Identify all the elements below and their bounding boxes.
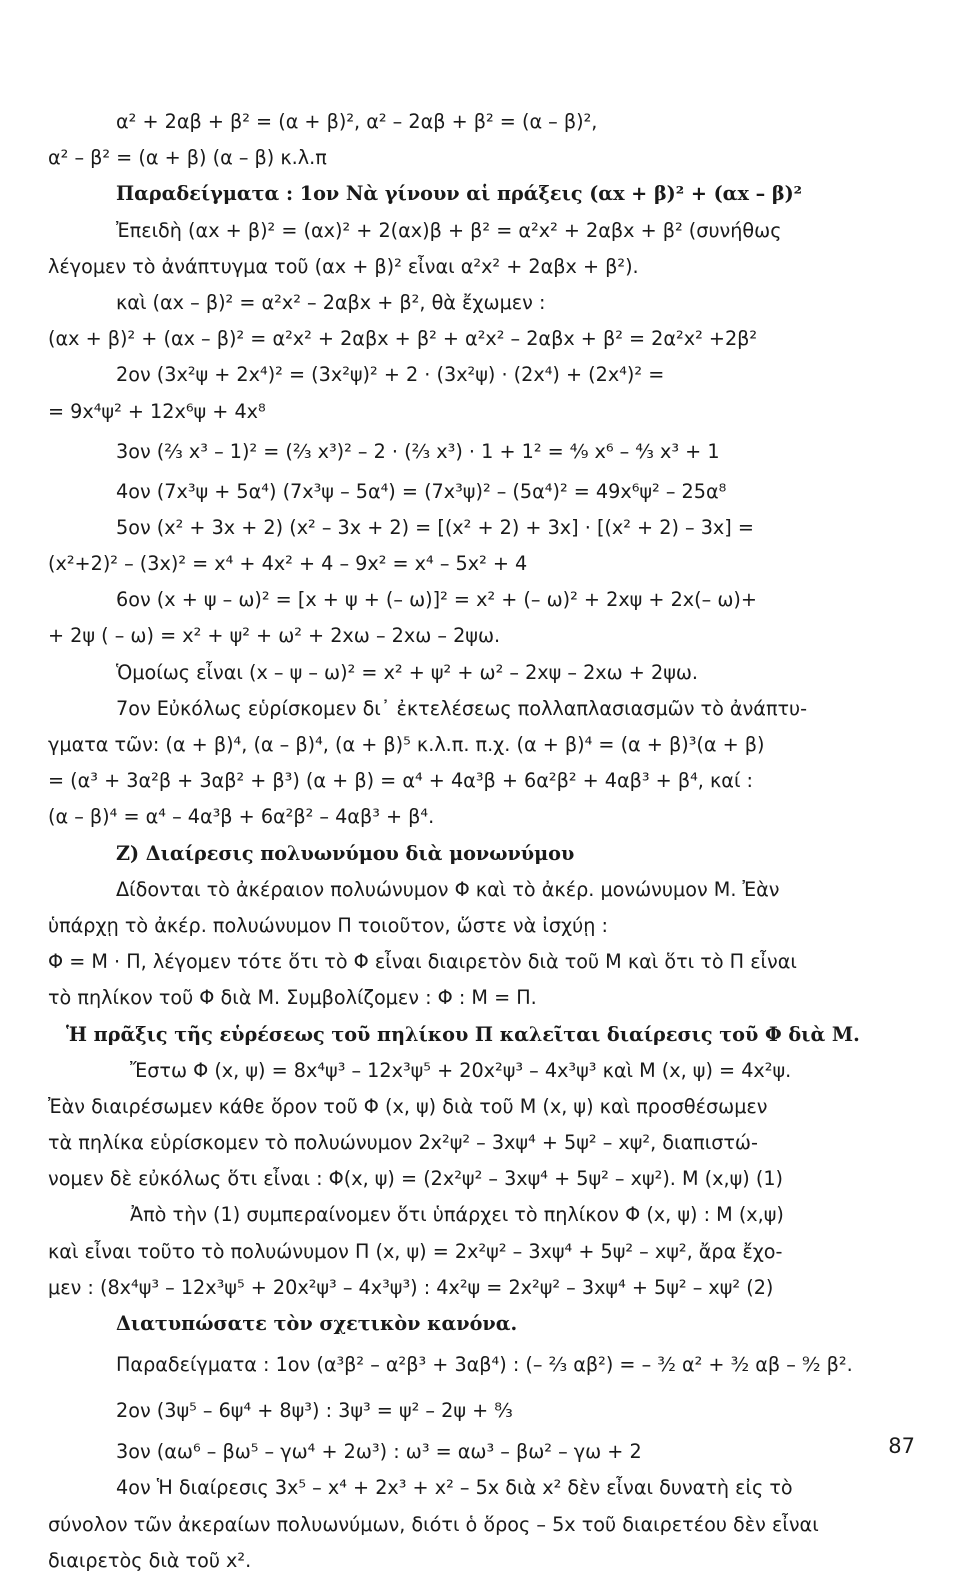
text-line: σύνολον τῶν ἀκεραίων πολυωνύμων, διότι ὁ ὅρος – 5x τοῦ διαιρετέου δὲν εἶναι (48, 1512, 819, 1536)
text-line: καὶ (αx – β)² = α²x² – 2αβx + β², θὰ ἔχωμεν : (116, 290, 546, 314)
text-line: 5ον (x² + 3x + 2) (x² – 3x + 2) = [(x² + 2) + 3x] · [(x² + 2) – 3x] = (116, 515, 754, 539)
text-line: 4ον Ἡ διαίρεσις 3x⁵ – x⁴ + 2x³ + x² – 5x διὰ x² δὲν εἶναι δυνατὴ εἰς τὸ (116, 1476, 793, 1500)
text-line: 2ον (3ψ⁵ – 6ψ⁴ + 8ψ³) : 3ψ³ = ψ² – 2ψ + ⁸⁄₃ (116, 1399, 513, 1423)
text-line: ὑπάρχῃ τὸ ἀκέρ. πολυώνυμον Π τοιοῦτον, ὥστε νὰ ἰσχύῃ : (48, 913, 608, 937)
text-line: 2ον (3x²ψ + 2x⁴)² = (3x²ψ)² + 2 · (3x²ψ) · (2x⁴) + (2x⁴)² = (116, 363, 665, 387)
text-line: γματα τῶν: (α + β)⁴, (α – β)⁴, (α + β)⁵ κ.λ.π. π.χ. (α + β)⁴ = (α + β)³(α + β) (48, 733, 765, 756)
section-heading: Z) Διαίρεσις πολυωνύμου διὰ μονωνύμου (116, 841, 575, 865)
text-line: τὸ πηλίκον τοῦ Φ διὰ Μ. Συμβολίζομεν : Φ : Μ = Π. (48, 986, 537, 1010)
text-line: καὶ εἶναι τοῦτο τὸ πολυώνυμον Π (x, ψ) = 2x²ψ² – 3xψ⁴ + 5ψ² – xψ², ἄρα ἔχο- (48, 1239, 783, 1263)
text-line: 6ον (x + ψ – ω)² = [x + ψ + (– ω)]² = x² + (– ω)² + 2xψ + 2x(– ω)+ (116, 588, 757, 612)
text-line: Ἀπὸ τὴν (1) συμπεραίνομεν ὅτι ὑπάρχει τὸ πηλίκον Φ (x, ψ) : Μ (x,ψ) (130, 1203, 784, 1227)
text-line: Παραδείγματα : 1ον (α³β² – α²β³ + 3αβ⁴) : (– ²⁄₃ αβ²) = – ³⁄₂ α² + ³⁄₂ αβ – ⁹⁄₂ β². (116, 1353, 853, 1377)
text-line: (x²+2)² – (3x)² = x⁴ + 4x² + 4 – 9x² = x⁴ – 5x² + 4 (48, 552, 528, 576)
text-line: τὰ πηλίκα εὑρίσκομεν τὸ πολυώνυμον 2x²ψ² – 3xψ⁴ + 5ψ² – xψ², διαπιστώ- (48, 1131, 758, 1155)
text-line: = (α³ + 3α²β + 3αβ² + β³) (α + β) = α⁴ + 4α³β + 6α²β² + 4αβ³ + β⁴, καί : (48, 769, 754, 793)
text-line: Ἡ πρᾶξις τῆς εὑρέσεως τοῦ πηλίκου Π καλεῖται διαίρεσις τοῦ Φ διὰ Μ. (66, 1022, 860, 1046)
text-line: Ἐὰν διαιρέσωμεν κάθε ὅρον τοῦ Φ (x, ψ) διὰ τοῦ Μ (x, ψ) καὶ προσθέσωμεν (48, 1094, 768, 1118)
text-line: 3ον (²⁄₃ x³ – 1)² = (²⁄₃ x³)² – 2 · (²⁄₃ x³) · 1 + 1² = ⁴⁄₉ x⁶ – ⁴⁄₃ x³ + 1 (116, 439, 720, 463)
text-line: Ἐπειδὴ (αx + β)² = (αx)² + 2(αx)β + β² = α²x² + 2αβx + β² (συνήθως (116, 218, 782, 242)
text-line: = 9x⁴ψ² + 12x⁶ψ + 4x⁸ (48, 399, 266, 423)
text-line: Ἔστω Φ (x, ψ) = 8x⁴ψ³ – 12x³ψ⁵ + 20x²ψ³ – 4x³ψ³ καὶ Μ (x, ψ) = 4x²ψ. (130, 1058, 792, 1082)
text-line: α² + 2αβ + β² = (α + β)², α² – 2αβ + β² = (α – β)², (116, 110, 598, 133)
text-line: Δίδονται τὸ ἀκέραιον πολυώνυμον Φ καὶ τὸ ἀκέρ. μονώνυμον Μ. Ἐὰν (116, 877, 780, 901)
text-line: Ὁμοίως εἶναι (x – ψ – ω)² = x² + ψ² + ω² – 2xψ – 2xω + 2ψω. (116, 660, 699, 684)
text-line: 7ον Εὐκόλως εὑρίσκομεν δι᾽ ἐκτελέσεως πολλαπλασιασμῶν τὸ ἀνάπτυ- (116, 696, 808, 720)
text-line: νομεν δὲ εὐκόλως ὅτι εἶναι : Φ(x, ψ) = (2x²ψ² – 3xψ⁴ + 5ψ² – xψ²). Μ (x,ψ) (1) (48, 1167, 784, 1191)
page-text (48, 104, 918, 1579)
text-line: μεν : (8x⁴ψ³ – 12x³ψ⁵ + 20x²ψ³ – 4x³ψ³) : 4x²ψ = 2x²ψ² – 3xψ⁴ + 5ψ² – xψ² (2) (48, 1275, 774, 1299)
page-number: 87 (888, 1434, 915, 1458)
text-line: + 2ψ ( – ω) = x² + ψ² + ω² + 2xω – 2xω – 2ψω. (48, 624, 501, 648)
text-line: (α – β)⁴ = α⁴ – 4α³β + 6α²β² – 4αβ³ + β⁴. (48, 805, 435, 829)
text-line: Φ = Μ · Π, λέγομεν τότε ὅτι τὸ Φ εἶναι διαιρετὸν διὰ τοῦ Μ καὶ ὅτι τὸ Π εἶναι (48, 950, 797, 974)
text-line: α² – β² = (α + β) (α – β) κ.λ.π (48, 146, 327, 170)
text-line: λέγομεν τὸ ἀνάπτυγμα τοῦ (αx + β)² εἶναι α²x² + 2αβx + β²). (48, 254, 639, 278)
text-line: διαιρετὸς διὰ τοῦ x². (48, 1548, 252, 1572)
text-line: 4ον (7x³ψ + 5α⁴) (7x³ψ – 5α⁴) = (7x³ψ)² – (5α⁴)² = 49x⁶ψ² – 25α⁸ (116, 479, 727, 503)
text-line: (αx + β)² + (αx – β)² = α²x² + 2αβx + β² + α²x² – 2αβx + β² = 2α²x² +2β² (48, 327, 758, 351)
text-line: Διατυπώσατε τὸν σχετικὸν κανόνα. (116, 1312, 518, 1335)
text-line: 3ον (αω⁶ – βω⁵ – γω⁴ + 2ω³) : ω³ = αω³ – βω² – γω + 2 (116, 1440, 642, 1464)
text-line: Παραδείγματα : 1ον Νὰ γίνουν αἱ πράξεις (αx + β)² + (αx – β)² (116, 182, 803, 206)
